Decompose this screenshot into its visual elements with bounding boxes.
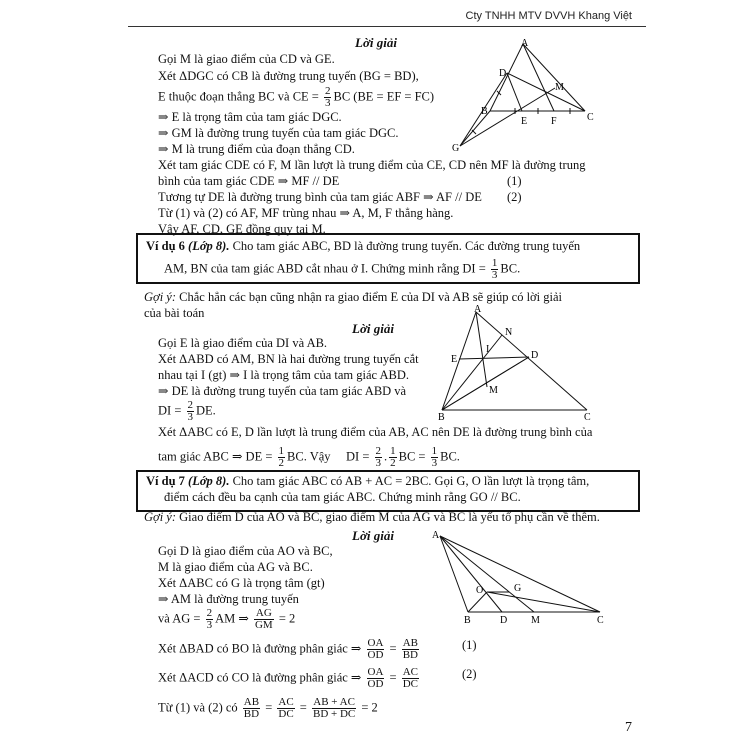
- frac-num: 2: [187, 399, 193, 411]
- text-line: [346, 446, 460, 469]
- frac-den: BD + DC: [312, 708, 356, 720]
- frac-den: 2: [390, 457, 396, 469]
- text-line: [158, 638, 421, 661]
- example-6-line1: [146, 239, 580, 254]
- text-fragment: E thuộc đoạn thẳng BC và CE =: [158, 89, 322, 104]
- segment-DC: [507, 73, 585, 111]
- point-label: A: [521, 38, 529, 49]
- frac-num: OA: [367, 637, 384, 649]
- text-line: bình của tam giác CDE ⇒ MF // DE: [158, 174, 340, 188]
- text-fragment: = 2: [358, 700, 378, 715]
- text-fragment: BC (BE = EF = FC): [333, 89, 435, 104]
- fraction: [431, 446, 439, 469]
- fraction: [402, 638, 419, 661]
- figure-1: [450, 38, 600, 153]
- text-line: [158, 667, 421, 690]
- text-line: ⇒ GM là đường trung tuyến của tam giác DGC.: [158, 126, 399, 140]
- fraction: [254, 608, 274, 631]
- text-line: ⇒ M là trung điểm của đoạn thẳng CD.: [158, 142, 355, 156]
- fraction: [402, 667, 419, 690]
- text-line: [158, 697, 378, 720]
- text-fragment: =: [296, 700, 310, 715]
- frac-num: 1: [491, 257, 498, 269]
- hint-label: Gợi ý:: [144, 510, 177, 524]
- frac-den: 3: [324, 97, 331, 109]
- example-level: (Lớp 8).: [188, 239, 230, 253]
- segment-AC: [523, 44, 585, 111]
- text-line: nhau tại I (gt) ⇒ I là trọng tâm của tam giác ABD.: [158, 368, 410, 382]
- example-7-line1: [146, 474, 589, 489]
- text-line: [158, 400, 216, 423]
- example-6-line2: [164, 258, 520, 281]
- text-line: Tương tự DE là đường trung bình của tam giác ABF ⇒ AF // DE: [158, 190, 482, 204]
- text-fragment: Xét ΔBAD có BO là đường phân giác ⇒: [158, 641, 365, 656]
- frac-num: AG: [255, 607, 272, 619]
- text-fragment: Xét ΔACD có CO là đường phân giác ⇒: [158, 670, 365, 685]
- point-label: C: [584, 412, 591, 422]
- segment-AB: [442, 312, 476, 410]
- example-level: (Lớp 8).: [188, 474, 230, 488]
- fraction: [375, 446, 383, 469]
- text-fragment: AM ⇒: [215, 611, 252, 626]
- point-label: B: [464, 615, 471, 626]
- point-label: G: [514, 583, 522, 594]
- point-label: O: [476, 585, 484, 596]
- solution-title-3: Lời giải: [352, 528, 395, 543]
- frac-den: DC: [278, 708, 294, 720]
- text-fragment: BC =: [398, 449, 429, 464]
- text-line: Từ (1) và (2) có AF, MF trùng nhau ⇒ A, M, F thẳng hàng.: [158, 206, 454, 220]
- fraction: [312, 697, 356, 720]
- fraction: [324, 86, 332, 109]
- point-label: B: [438, 412, 445, 422]
- header-rule: [128, 26, 646, 27]
- point-label: F: [551, 116, 557, 127]
- hint-label: Gợi ý:: [144, 290, 177, 304]
- text-line: ⇒ DE là đường trung tuyến của tam giác ABD và: [158, 384, 407, 398]
- point-label: D: [499, 68, 507, 79]
- text-fragment: Chắc hẳn các bạn cũng nhận ra giao điểm E của DI và AB sẽ giúp có lời giải: [179, 290, 563, 304]
- point-label: E: [451, 354, 458, 365]
- point-label: C: [597, 615, 604, 626]
- text-line: Gọi E là giao điểm của DI và AB.: [158, 336, 328, 350]
- text-line: [158, 446, 331, 469]
- hint-7-line1: [144, 510, 600, 525]
- text-line: Vậy AF, CD, GE đồng quy tại M.: [158, 222, 326, 236]
- point-label: B: [481, 106, 488, 117]
- segment-AD: [440, 536, 502, 612]
- example-label: Ví dụ 6: [146, 239, 185, 253]
- figure-3: [430, 530, 610, 630]
- solution-title-1: Lời giải: [355, 35, 398, 50]
- point-label: M: [489, 385, 498, 396]
- point-label: E: [521, 116, 528, 127]
- fraction: [367, 667, 385, 690]
- segment-ED: [459, 357, 529, 359]
- page-number: 7: [625, 720, 632, 735]
- frac-den: OD: [367, 649, 384, 661]
- frac-num: AB: [402, 637, 418, 649]
- text-line: Xét ΔABC có G là trọng tâm (gt): [158, 576, 325, 590]
- text-fragment: tam giác ABC ⇒ DE =: [158, 449, 276, 464]
- frac-den: 3: [431, 457, 438, 469]
- frac-den: 3: [187, 411, 193, 423]
- frac-den: OD: [367, 678, 384, 690]
- frac-num: 2: [375, 445, 381, 457]
- text-fragment: =: [386, 670, 400, 685]
- text-fragment: BC. Vậy: [287, 449, 331, 464]
- frac-num: 2: [206, 607, 213, 619]
- equation-number: (1): [507, 174, 522, 188]
- point-label: G: [452, 143, 460, 153]
- text-line: ⇒ AM là đường trung tuyến: [158, 592, 299, 606]
- text-line: M là giao điểm của AG và BC.: [158, 560, 313, 574]
- running-header: Cty TNHH MTV DVVH Khang Việt: [465, 10, 632, 22]
- frac-den: DC: [402, 678, 418, 690]
- text-fragment: và AG =: [158, 611, 204, 626]
- segment-AF: [523, 44, 554, 111]
- frac-num: AC: [278, 696, 294, 708]
- text-line: Xét ΔDGC có CB là đường trung tuyến (BG = BD),: [158, 69, 419, 83]
- frac-num: AB + AC: [313, 696, 355, 708]
- text-fragment: =: [262, 700, 276, 715]
- text-fragment: Cho tam giác ABC, BD là đường trung tuyến. Các đường trung tuyến: [232, 239, 581, 253]
- fraction: [367, 638, 385, 661]
- frac-num: AC: [402, 666, 418, 678]
- fraction: [278, 446, 286, 469]
- text-fragment: Giao điểm D của AO và BC, giao điểm M của AG và BC là yếu tố phụ cần về thêm.: [179, 510, 600, 524]
- point-label: D: [500, 615, 508, 626]
- point-label: I: [486, 344, 490, 355]
- equation-number: (1): [462, 638, 477, 652]
- text-fragment: .: [384, 449, 388, 464]
- text-line: [158, 608, 295, 631]
- text-fragment: Cho tam giác ABC có AB + AC = 2BC. Gọi G, O lần lượt là trọng tâm,: [232, 474, 590, 488]
- text-line: Gọi D là giao điểm của AO và BC,: [158, 544, 333, 558]
- point-label: M: [531, 615, 540, 626]
- equation-number: (2): [507, 190, 522, 204]
- point-label: N: [505, 327, 513, 338]
- point-label: A: [474, 304, 482, 315]
- text-line: Xét ΔABD có AM, BN là hai đường trung tuyến cắt: [158, 352, 419, 366]
- text-fragment: BC.: [500, 261, 521, 276]
- example-label: Ví dụ 7: [146, 474, 185, 488]
- fraction: [277, 697, 294, 720]
- frac-den: BD: [243, 708, 260, 720]
- fraction: [187, 400, 195, 423]
- point-label: D: [531, 350, 539, 361]
- frac-den: 2: [278, 457, 285, 469]
- text-fragment: = 2: [275, 611, 296, 626]
- text-line: Gọi M là giao điểm của CD và GE.: [158, 52, 335, 66]
- frac-num: OA: [367, 666, 384, 678]
- fraction: [206, 608, 214, 631]
- frac-num: 1: [431, 445, 438, 457]
- segment-OC: [487, 592, 600, 612]
- text-fragment: AM, BN của tam giác ABD cắt nhau ở I. Chứng minh rằng DI =: [164, 261, 489, 276]
- fraction: [243, 697, 260, 720]
- frac-den: 3: [491, 269, 498, 281]
- frac-num: 1: [390, 445, 396, 457]
- point-label: A: [432, 530, 440, 541]
- frac-num: 1: [278, 445, 285, 457]
- frac-den: GM: [254, 619, 273, 631]
- text-fragment: BC.: [440, 449, 460, 464]
- text-line: [158, 86, 434, 109]
- text-line: Xét ΔABC có E, D lần lượt là trung điểm của AB, AC nên DE là đường trung bình của: [158, 425, 593, 439]
- equation-number: (2): [462, 667, 477, 681]
- hint-6-line2: của bài toán: [144, 306, 205, 320]
- point-label: M: [555, 82, 564, 93]
- segment-GM: [460, 88, 555, 146]
- frac-den: 3: [206, 619, 213, 631]
- text-line: ⇒ E là trọng tâm của tam giác DGC.: [158, 110, 342, 124]
- point-label: C: [587, 112, 594, 123]
- frac-num: 2: [324, 85, 331, 97]
- segment-BN: [442, 335, 502, 410]
- text-fragment: =: [386, 641, 400, 656]
- text-fragment: Từ (1) và (2) có: [158, 700, 241, 715]
- text-fragment: DE.: [196, 403, 216, 418]
- figure-2: [432, 302, 602, 422]
- solution-title-2: Lời giải: [352, 321, 395, 336]
- frac-den: BD: [402, 649, 418, 661]
- text-fragment: DI =: [158, 403, 185, 418]
- text-line: Xét tam giác CDE có F, M lần lượt là trung điểm của CE, CD nên MF là đường trung: [158, 158, 586, 172]
- example-7-line2: điểm cách đều ba cạnh của tam giác ABC. Chứng minh rằng GO // BC.: [164, 490, 521, 504]
- frac-den: 3: [375, 457, 381, 469]
- text-fragment: DI =: [346, 449, 373, 464]
- fraction: [491, 258, 499, 281]
- fraction: [389, 446, 397, 469]
- frac-num: AB: [243, 696, 260, 708]
